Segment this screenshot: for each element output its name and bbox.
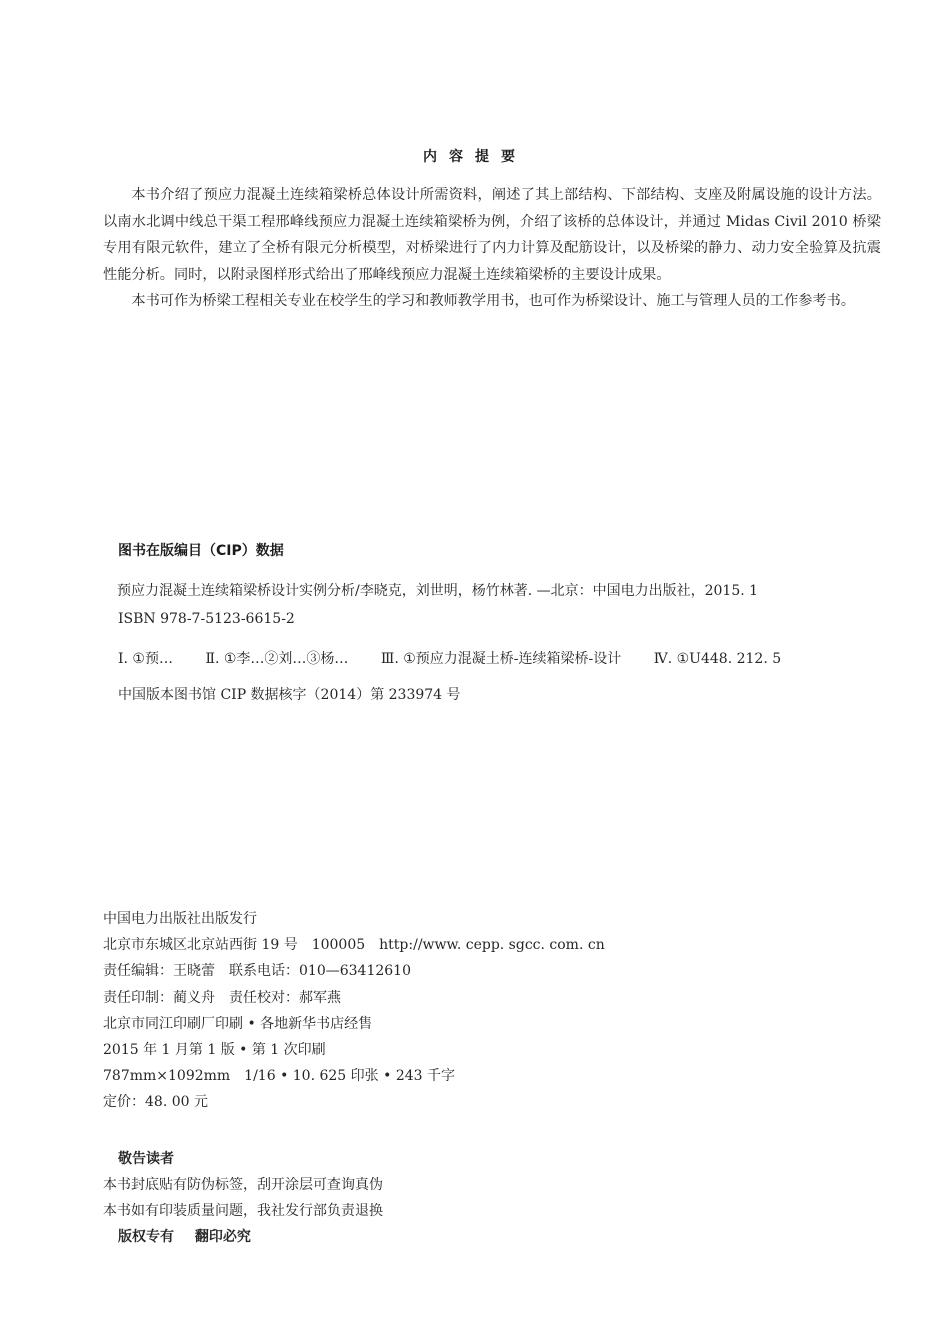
address-line: 北京市东城区北京站西街 19 号 100005 http://www. cepp. sgcc. com. cn	[103, 937, 605, 954]
cip-heading: 图书在版编目（CIP）数据	[118, 543, 284, 559]
editor-line: 责任编辑：王晓蕾 联系电话：010—63412610	[103, 963, 411, 980]
cip-class-item: Ⅲ. ①预应力混凝土桥-连续箱梁桥-设计	[380, 651, 622, 667]
print-check-line: 责任印制：蔺义舟 责任校对：郝军燕	[103, 989, 341, 1006]
edition-line: 2015 年 1 月第 1 版 • 第 1 次印刷	[103, 1042, 326, 1059]
price-line: 定价：48. 00 元	[103, 1094, 208, 1111]
copyright-text: 翻印必究	[194, 1229, 251, 1245]
abstract-body	[103, 182, 881, 315]
notice-line: 本书如有印装质量问题，我社发行部负责退换	[103, 1203, 383, 1219]
cip-class-item: Ⅰ. ①预…	[118, 651, 173, 667]
cip-class-item: Ⅳ. ①U448. 212. 5	[653, 651, 782, 667]
cip-classification	[103, 647, 883, 671]
reader-notice	[103, 1146, 383, 1250]
cip-main-entry: 预应力混凝土连续箱梁桥设计实例分析/李晓克，刘世明，杨竹林著. —北京：中国电力出版社，2015. 1	[117, 583, 759, 599]
copyright-notice	[103, 1224, 383, 1250]
format-line: 787mm×1092mm 1/16 • 10. 625 印张 • 243 千字	[103, 1068, 455, 1085]
cip-class-item: Ⅱ. ①李…②刘…③杨…	[205, 651, 349, 667]
abstract-title: 内容提要	[423, 149, 527, 165]
cip-data-block	[103, 578, 883, 707]
cip-record-number: 中国版本图书馆 CIP 数据核字（2014）第 233974 号	[118, 687, 461, 703]
publication-info	[103, 906, 605, 1116]
abstract-paragraph: 本书可作为桥梁工程相关专业在校学生的学习和教师教学用书，也可作为桥梁设计、施工与管理人员的工作参考书。	[131, 293, 855, 309]
copyright-text: 版权专有	[118, 1229, 174, 1245]
abstract-paragraph: 本书介绍了预应力混凝土连续箱梁桥总体设计所需资料，阐述了其上部结构、下部结构、支座及附属设施的设计方法。以南水北调中线总干渠工程邢峰线预应力混凝土连续箱梁桥为例，介绍了该桥的总体设计，并通过 Midas Civil 2010 桥梁专用有限元软件，建立了全桥有限元分析模型，对桥梁进行了内力计算及配筋设计，以及桥梁的静力、动力安全验算及抗震性能分析。同时，以附录图样形式给出了邢峰线预应力混凝土连续箱梁桥的主要设计成果。	[103, 187, 881, 283]
cip-isbn: ISBN 978-7-5123-6615-2	[118, 611, 295, 627]
printer-line: 北京市同江印刷厂印刷 • 各地新华书店经售	[103, 1015, 373, 1032]
notice-line: 本书封底贴有防伪标签，刮开涂层可查询真伪	[103, 1177, 383, 1193]
publisher-line: 中国电力出版社出版发行	[103, 911, 257, 927]
notice-heading: 敬告读者	[118, 1151, 174, 1167]
